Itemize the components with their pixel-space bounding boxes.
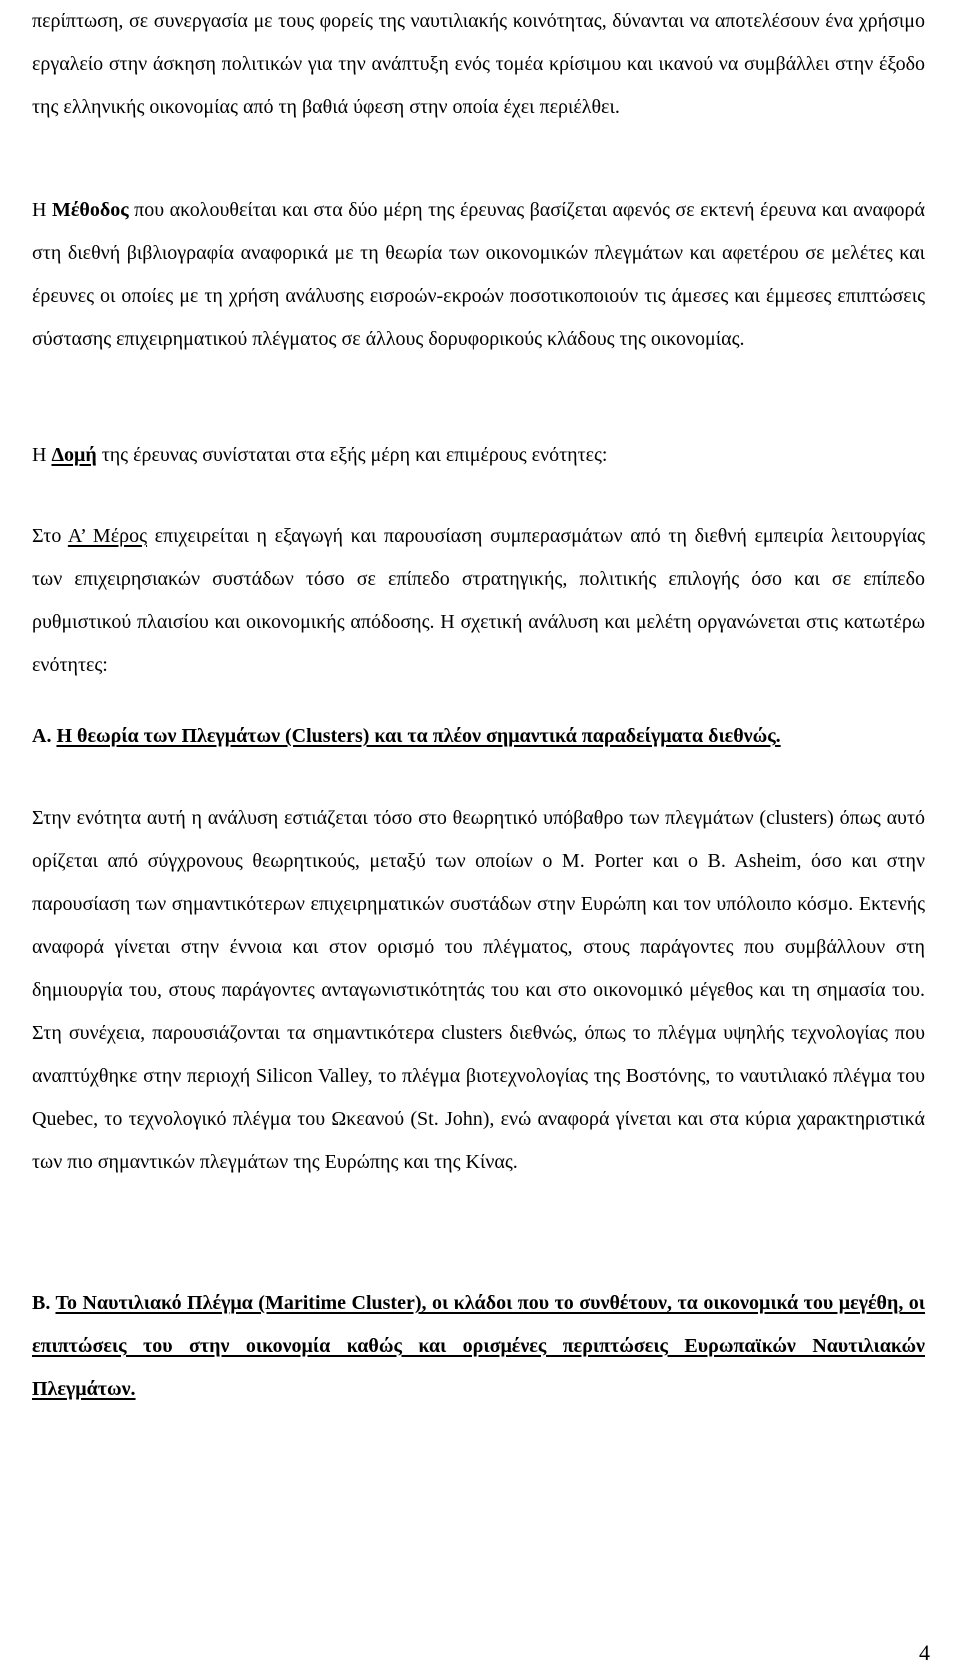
method-pre: Η bbox=[32, 199, 52, 221]
section-a-paragraph: Στην ενότητα αυτή η ανάλυση εστιάζεται τόσο στο θεωρητικό υπόβαθρο των πλεγμάτων (clusters) όπως αυτό ορίζεται από σύγχρονους θεωρητικούς, μεταξύ των οποίων ο M. Porter και ο B. Asheim, όσο και στην παρουσίαση των σημαντικότερων επιχειρηματικών συστάδων στην Ευρώπη και τον υπόλοιπο κόσμο. Εκτενής αναφορά γίνεται στην έννοια και στον ορισμό του πλέγματος, στους παράγοντες που συμβάλλουν στη δημιουργία του, στους παράγοντες ανταγωνιστικότητάς του και στο οικονομικό μέγεθος και τη σημασία του. Στη συνέχεια, παρουσιάζονται τα σημαντικότερα clusters διεθνώς, όπως το πλέγμα υψηλής τεχνολογίας που αναπτύχθηκε στην περιοχή Silicon Valley, το πλέγμα βιοτεχνολογίας της Βοστόνης, το ναυτιλιακό πλέγμα του Quebec, το τεχνολογικό πλέγμα του Ωκεανού (St. John), ενώ αναφορά γίνεται και στα κύρια χαρακτηριστικά των πιο σημαντικών πλεγμάτων της Ευρώπης και της Κίνας. bbox=[32, 807, 925, 1173]
intro-paragraph: περίπτωση, σε συνεργασία με τους φορείς της ναυτιλιακής κοινότητας, δύνανται να αποτελέσουν ένα χρήσιμο εργαλείο στην άσκηση πολιτικών για την ανάπτυξη ενός τομέα κρίσιμου και ικανού να συμβάλλει στην έξοδο της ελληνικής οικονομίας από τη βαθιά ύφεση στην οποία έχει περιέλθει. bbox=[32, 10, 925, 118]
section-a-heading bbox=[32, 715, 925, 758]
part-a-pre: Στο bbox=[32, 525, 68, 547]
section-b-prefix: Β. bbox=[32, 1292, 51, 1314]
part-a-label: Α’ Μέρος bbox=[67, 525, 148, 547]
section-a-title: Η θεωρία των Πλεγμάτων (Clusters) και τα πλέον σημαντικά παραδείγματα διεθνώς. bbox=[56, 725, 781, 747]
method-text: που ακολουθείται και στα δύο μέρη της έρευνας βασίζεται αφενός σε εκτενή έρευνα και αναφορά στη διεθνή βιβλιογραφία αναφορικά με τη θεωρία των οικονομικών πλεγμάτων και αφετέρου σε μελέτες και έρευνες οι οποίες με τη χρήση ανάλυσης εισροών-εκροών ποσοτικοποιούν τις άμεσες και έμμεσες επιπτώσεις σύστασης επιχειρηματικού πλέγματος σε άλλους δορυφορικούς κλάδους της οικονομίας. bbox=[32, 199, 925, 350]
section-b-title: Το Ναυτιλιακό Πλέγμα (Maritime Cluster), οι κλάδοι που το συνθέτουν, τα οικονομικά του μεγέθη, οι επιπτώσεις του στην οικονομία καθώς και ορισμένες περιπτώσεις Ευρωπαϊκών Ναυτιλιακών Πλεγμάτων. bbox=[32, 1292, 926, 1400]
method-bold-term: Μέθοδος bbox=[51, 199, 129, 221]
structure-pre: Η bbox=[32, 444, 52, 466]
structure-text: της έρευνας συνίσταται στα εξής μέρη και επιμέρους ενότητες: bbox=[96, 444, 608, 466]
method-paragraph bbox=[32, 189, 925, 361]
part-a-paragraph bbox=[32, 515, 925, 687]
section-b-heading bbox=[32, 1282, 925, 1411]
section-a-prefix: Α. bbox=[32, 725, 52, 747]
structure-paragraph bbox=[32, 434, 925, 477]
structure-bold-term: Δομή bbox=[51, 444, 97, 466]
page-number: 4 bbox=[919, 1640, 930, 1665]
part-a-text: επιχειρείται η εξαγωγή και παρουσίαση συμπερασμάτων από τη διεθνή εμπειρία λειτουργίας των επιχειρησιακών συστάδων τόσο σε επίπεδο στρατηγικής, πολιτικής επιλογής όσο και σε επίπεδο ρυθμιστικού πλαισίου και οικονομικής απόδοσης. Η σχετική ανάλυση και μελέτη οργανώνεται στις κατωτέρω ενότητες: bbox=[32, 525, 925, 676]
